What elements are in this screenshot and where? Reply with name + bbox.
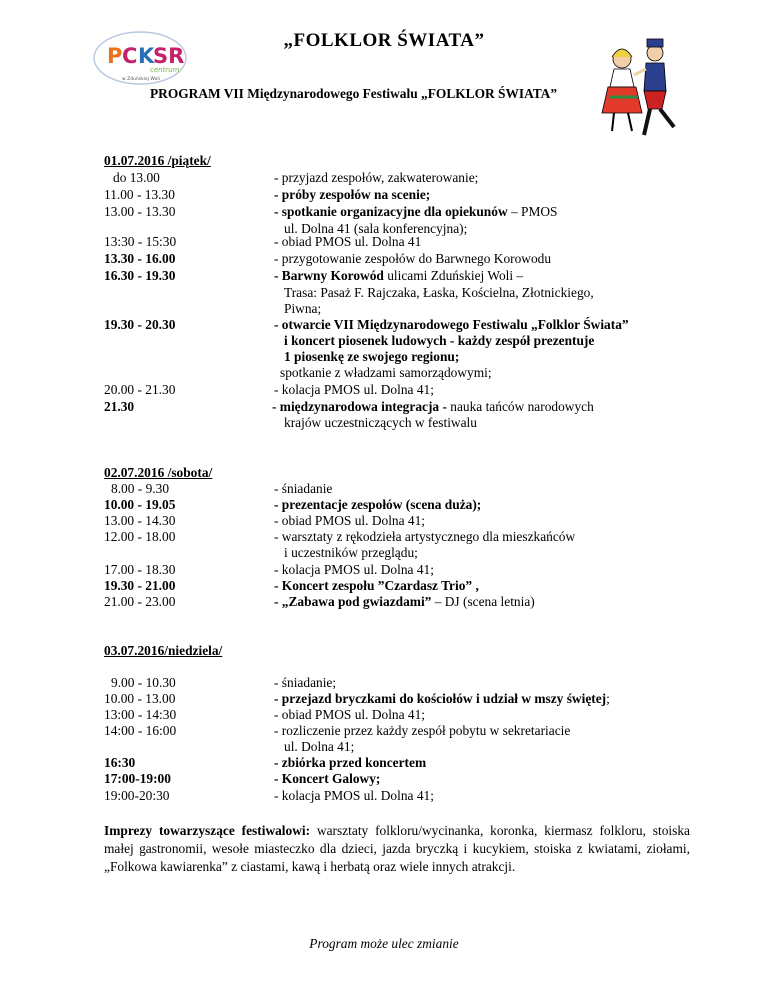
day1-activity: krajów uczestniczących w festiwalu <box>284 415 477 430</box>
day3-activity: - rozliczenie przez każdy zespół pobytu w sekretariacie <box>274 723 571 738</box>
day1-time: 20.00 - 21.30 <box>104 382 176 397</box>
day2-activity: - Koncert zespołu ”Czardasz Trio” , <box>274 578 479 593</box>
activity-bold: - „Zabawa pod gwiazdami” <box>274 594 432 609</box>
activity-rest: ; <box>606 691 610 706</box>
day3-time: 14:00 - 16:00 <box>104 723 177 738</box>
activity-bold: - Barwny Korowód <box>274 268 384 283</box>
svg-text:w Zduńskiej Woli: w Zduńskiej Woli <box>122 77 160 82</box>
day3-time: 13:00 - 14:30 <box>104 707 177 722</box>
day1-activity: ul. Dolna 41 (sala konferencyjna); <box>284 221 468 236</box>
day1-activity: Piwna; <box>284 301 322 316</box>
day3-time: 10.00 - 13.00 <box>104 691 176 706</box>
day2-activity <box>274 593 535 610</box>
activity-rest: nauka tańców narodowych <box>446 399 594 414</box>
day1-time: 16.30 - 19.30 <box>104 268 176 283</box>
day1-time: 13.00 - 13.30 <box>104 204 176 219</box>
svg-text:K: K <box>138 44 155 68</box>
day3-heading: 03.07.2016/niedziela/ <box>104 643 223 658</box>
day1-activity: 1 piosenkę ze swojego regionu; <box>284 349 460 364</box>
events-text: warsztaty folkloru/wycinanka, koronka, kiermasz folkloru, stoiska małej gastronomii, wesołe miasteczko dla dzieci, jazda bryczką i kucykiem, stoiska z kwiatami, ziołami, „Folkowa kawiarenka” z ciastami, kawą i herbatą oraz wiele innych atrakcji. <box>104 823 690 874</box>
day2-time: 12.00 - 18.00 <box>104 529 176 544</box>
day3-activity: - kolacja PMOS ul. Dolna 41; <box>274 788 434 803</box>
activity-rest: – DJ (scena letnia) <box>431 594 535 609</box>
activity-bold: - spotkanie organizacyjne dla opiekunów <box>274 204 508 219</box>
day2-activity: - warsztaty z rękodzieła artystycznego dla mieszkańców <box>274 529 576 544</box>
day2-time: 17.00 - 18.30 <box>104 562 176 577</box>
day1-activity: - obiad PMOS ul. Dolna 41 <box>274 234 422 249</box>
accompanying-events <box>104 822 690 876</box>
day1-activity <box>274 203 558 220</box>
svg-text:SR: SR <box>153 44 185 68</box>
day1-heading: 01.07.2016 /piątek/ <box>104 153 211 168</box>
day2-activity: - kolacja PMOS ul. Dolna 41; <box>274 562 434 577</box>
day3-activity: - obiad PMOS ul. Dolna 41; <box>274 707 426 722</box>
activity-rest: – PMOS <box>507 204 558 219</box>
day1-activity <box>272 398 594 415</box>
day2-time: 8.00 - 9.30 <box>111 481 170 496</box>
day1-activity: Trasa: Pasaż F. Rajczaka, Łaska, Kościelna, Złotnickiego, <box>284 285 594 300</box>
folk-dancers-illustration <box>600 35 680 145</box>
activity-bold: - międzynarodowa integracja - <box>272 399 447 414</box>
day2-time: 21.00 - 23.00 <box>104 594 176 609</box>
events-lead: Imprezy towarzyszące festiwalowi: <box>104 823 311 838</box>
day3-time: 17:00-19:00 <box>104 771 171 786</box>
svg-text:centrum: centrum <box>150 66 180 74</box>
day1-activity: spotkanie z władzami samorządowymi; <box>280 365 492 380</box>
day2-activity: - prezentacje zespołów (scena duża); <box>274 497 482 512</box>
day2-time: 10.00 - 19.05 <box>104 497 176 512</box>
day2-activity: - śniadanie <box>274 481 333 496</box>
day3-activity: - śniadanie; <box>274 675 337 690</box>
footer-note: Program może ulec zmianie <box>309 936 459 951</box>
day1-activity: - przygotowanie zespołów do Barwnego Korowodu <box>274 251 552 266</box>
day1-activity: - kolacja PMOS ul. Dolna 41; <box>274 382 434 397</box>
svg-text:P: P <box>107 44 123 68</box>
day1-time: do 13.00 <box>113 170 160 185</box>
program-subtitle: PROGRAM VII Międzynarodowego Festiwalu „FOLKLOR ŚWIATA” <box>150 86 558 101</box>
day1-activity: - próby zespołów na scenie; <box>274 187 431 202</box>
day3-activity: - zbiórka przed koncertem <box>274 755 427 770</box>
pcksr-logo <box>92 30 188 86</box>
day3-time: 16:30 <box>104 755 136 770</box>
day1-activity: i koncert piosenek ludowych - każdy zespół prezentuje <box>284 333 595 348</box>
day3-activity: - Koncert Galowy; <box>274 771 381 786</box>
day2-activity: - obiad PMOS ul. Dolna 41; <box>274 513 426 528</box>
day1-activity: - przyjazd zespołów, zakwaterowanie; <box>274 170 479 185</box>
day3-activity <box>274 690 610 707</box>
day1-activity: - otwarcie VII Międzynarodowego Festiwalu „Folklor Świata” <box>274 317 629 332</box>
day1-time: 21.30 <box>104 399 135 414</box>
day2-time: 13.00 - 14.30 <box>104 513 176 528</box>
document-title: „FOLKLOR ŚWIATA” <box>283 30 485 51</box>
day2-activity: i uczestników przeglądu; <box>284 545 418 560</box>
day3-time: 9.00 - 10.30 <box>111 675 176 690</box>
day1-time: 19.30 - 20.30 <box>104 317 176 332</box>
day1-time: 13.30 - 16.00 <box>104 251 176 266</box>
activity-bold: - przejazd bryczkami do kościołów i udział w mszy świętej <box>274 691 607 706</box>
day2-heading: 02.07.2016 /sobota/ <box>104 465 213 480</box>
day1-time: 13:30 - 15:30 <box>104 234 177 249</box>
day1-time: 11.00 - 13.30 <box>104 187 175 202</box>
day2-time: 19.30 - 21.00 <box>104 578 176 593</box>
svg-text:C: C <box>122 44 138 68</box>
day3-activity: ul. Dolna 41; <box>284 739 355 754</box>
activity-rest: ulicami Zduńskiej Woli – <box>383 268 524 283</box>
day1-activity <box>274 267 523 284</box>
day3-time: 19:00-20:30 <box>104 788 170 803</box>
